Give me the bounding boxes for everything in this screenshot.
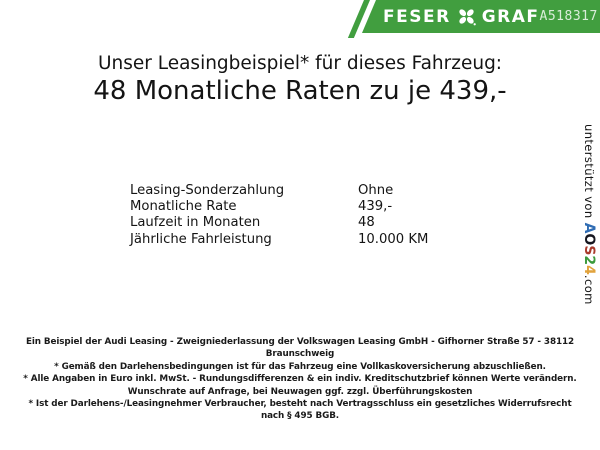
disclaimer-line: * Alle Angaben in Euro inkl. MwSt. - Rundungsdifferenzen & ein indiv. Kreditschutzbrief können Werte verändern. — [23, 374, 577, 385]
leasing-details-table — [130, 183, 428, 248]
disclaimer-line: * Gemäß den Darlehensbedingungen ist für das Fahrzeug eine Vollkaskoversicherung abzuschließen. — [54, 361, 546, 372]
dealer-logo — [383, 7, 540, 27]
aos24-logo-letter: 4 — [581, 265, 597, 275]
headline — [0, 51, 600, 107]
table-row — [130, 232, 428, 248]
support-credit-link[interactable] — [581, 124, 597, 305]
disclaimer-line: Ein Beispiel der Audi Leasing - Zweigniederlassung der Volkswagen Leasing GmbH - Gifhorner Straße 57 - 38112 — [25, 337, 575, 347]
brand-name-second: GRAF — [481, 6, 540, 27]
support-credit-prefix: unterstützt von — [582, 124, 596, 223]
detail-value: 48 — [358, 215, 375, 231]
aos24-logo-letter: O — [581, 233, 597, 246]
headline-subtitle: Unser Leasingbeispiel* für dieses Fahrzeug: — [97, 53, 503, 74]
detail-label: Monatliche Rate — [130, 199, 237, 215]
detail-value: 439,- — [358, 199, 393, 215]
disclaimer-line: Wunschrate auf Anfrage, bei Neuwagen ggf. zzgl. Überführungskosten — [127, 386, 473, 397]
headline-title: 48 Monatliche Raten zu je 439,- — [93, 76, 507, 106]
dealer-banner — [338, 0, 600, 40]
banner-content — [383, 0, 598, 33]
detail-value: Ohne — [358, 183, 394, 198]
clover-icon — [457, 7, 476, 26]
table-row — [130, 215, 428, 231]
support-credit-suffix: .com — [582, 274, 596, 305]
vehicle-ref-code: A518317 — [539, 9, 598, 24]
detail-label: Jährliche Fahrleistung — [130, 231, 272, 247]
disclaimer-line: * Ist der Darlehens-/Leasingnehmer Verbraucher, besteht nach Vertragsschluss ein gesetzliches Widerrufsrecht — [28, 399, 572, 410]
detail-value: 10.000 KM — [358, 231, 429, 247]
detail-label: Leasing-Sonderzahlung — [130, 183, 285, 198]
detail-label: Laufzeit in Monaten — [130, 215, 261, 231]
disclaimer-line: nach § 495 BGB. — [260, 411, 340, 422]
table-row — [130, 199, 428, 215]
table-row — [130, 183, 428, 199]
disclaimer-line: Braunschweig — [265, 349, 335, 360]
brand-name-first: FESER — [383, 6, 451, 27]
aos24-logo-letter: 2 — [581, 255, 597, 266]
aos24-logo-letter: A — [581, 222, 597, 234]
aos24-logo-letter: S — [581, 245, 597, 256]
disclaimer — [0, 336, 600, 423]
